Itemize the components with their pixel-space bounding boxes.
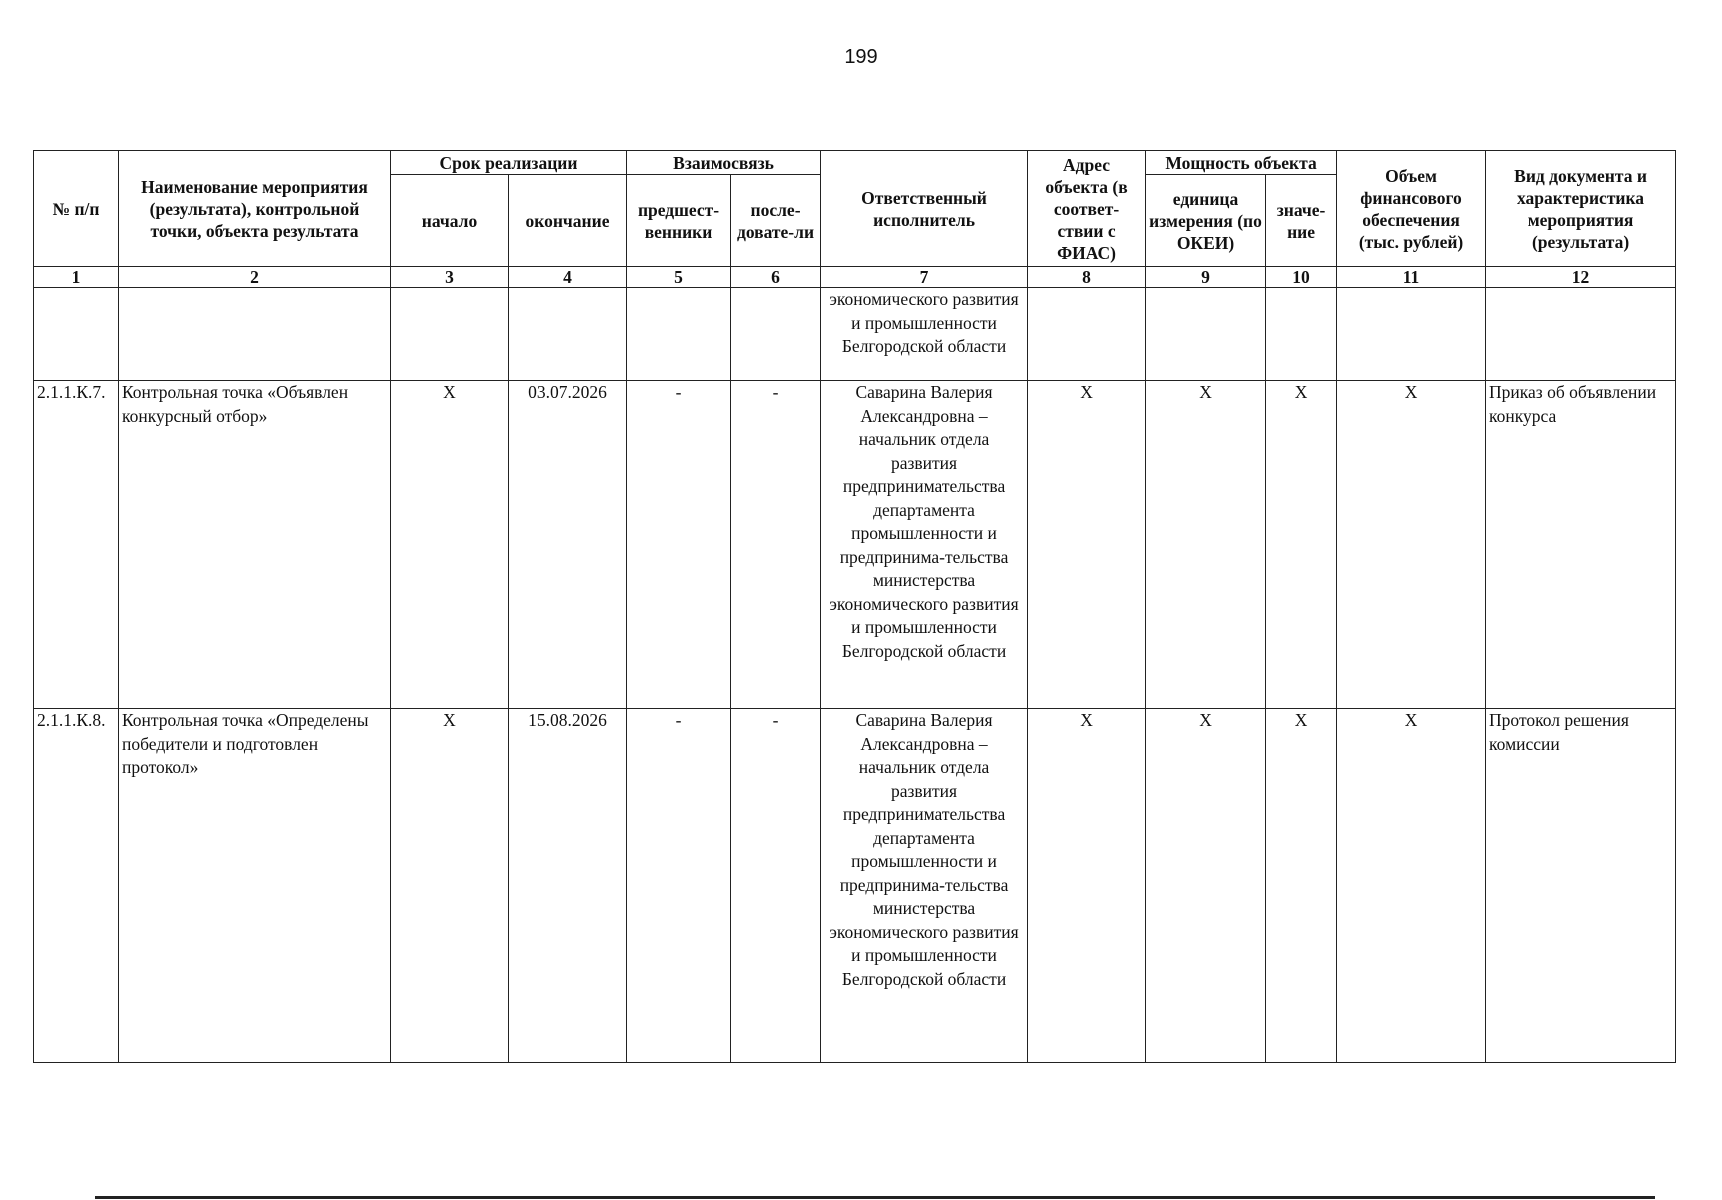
column-number: 9 <box>1146 267 1266 288</box>
row-end: 03.07.2026 <box>509 381 627 709</box>
row-predecessors: - <box>627 381 731 709</box>
row-end: 15.08.2026 <box>509 709 627 1063</box>
page-number: 199 <box>844 46 878 68</box>
header-predecessors: предшест-венники <box>627 175 731 267</box>
header-address: Адрес объекта (в соответ-ствии с ФИАС) <box>1028 151 1146 267</box>
header-power-group: Мощность объекта <box>1146 151 1337 175</box>
column-number: 10 <box>1266 267 1337 288</box>
row-value: X <box>1266 381 1337 709</box>
column-number: 4 <box>509 267 627 288</box>
executor-continuation: экономического развития и промышленности Белгородской области <box>821 288 1028 381</box>
column-number: 11 <box>1337 267 1486 288</box>
column-number: 3 <box>391 267 509 288</box>
row-start: X <box>391 381 509 709</box>
row-successors: - <box>731 381 821 709</box>
header-funding: Объем финансового обеспечения (тыс. рублей) <box>1337 151 1486 267</box>
column-number: 7 <box>821 267 1028 288</box>
row-funding: X <box>1337 381 1486 709</box>
row-predecessors: - <box>627 709 731 1063</box>
row-unit: X <box>1146 709 1266 1063</box>
row-value: X <box>1266 709 1337 1063</box>
row-address: X <box>1028 381 1146 709</box>
column-number: 12 <box>1486 267 1676 288</box>
row-name: Контрольная точка «Объявлен конкурсный отбор» <box>119 381 391 709</box>
scan-bottom-line <box>95 1196 1655 1199</box>
plan-table <box>33 150 1676 1063</box>
column-numbers-row <box>34 267 1676 288</box>
row-executor: Саварина Валерия Александровна – начальник отдела развития предпринимательства департамента промышленности и предпринима-тельства министерства экономического развития и промышленности Белгородской области <box>821 709 1028 1063</box>
header-executor: Ответственный исполнитель <box>821 151 1028 267</box>
header-link-group: Взаимосвязь <box>627 151 821 175</box>
row-document: Протокол решения комиссии <box>1486 709 1676 1063</box>
header-document: Вид документа и характеристика мероприятия (результата) <box>1486 151 1676 267</box>
header-name: Наименование мероприятия (результата), контрольной точки, объекта результата <box>119 151 391 267</box>
row-executor: Саварина Валерия Александровна – начальник отдела развития предпринимательства департамента промышленности и предпринима-тельства министерства экономического развития и промышленности Белгородской области <box>821 381 1028 709</box>
row-address: X <box>1028 709 1146 1063</box>
row-unit: X <box>1146 381 1266 709</box>
header-unit: единица измерения (по ОКЕИ) <box>1146 175 1266 267</box>
table-row <box>34 381 1676 709</box>
header-term-group: Срок реализации <box>391 151 627 175</box>
row-name: Контрольная точка «Определены победители и подготовлен протокол» <box>119 709 391 1063</box>
column-number: 6 <box>731 267 821 288</box>
header-successors: после-довате-ли <box>731 175 821 267</box>
column-number: 8 <box>1028 267 1146 288</box>
row-document: Приказ об объявлении конкурса <box>1486 381 1676 709</box>
row-funding: X <box>1337 709 1486 1063</box>
header-end: окончание <box>509 175 627 267</box>
header-number: № п/п <box>34 151 119 267</box>
column-number: 2 <box>119 267 391 288</box>
column-number: 5 <box>627 267 731 288</box>
table-row <box>34 709 1676 1063</box>
row-number: 2.1.1.К.8. <box>34 709 119 1063</box>
column-number: 1 <box>34 267 119 288</box>
header-value: значе-ние <box>1266 175 1337 267</box>
row-start: X <box>391 709 509 1063</box>
table-header <box>34 151 1676 288</box>
continuation-row <box>34 288 1676 381</box>
row-number: 2.1.1.К.7. <box>34 381 119 709</box>
row-successors: - <box>731 709 821 1063</box>
header-start: начало <box>391 175 509 267</box>
